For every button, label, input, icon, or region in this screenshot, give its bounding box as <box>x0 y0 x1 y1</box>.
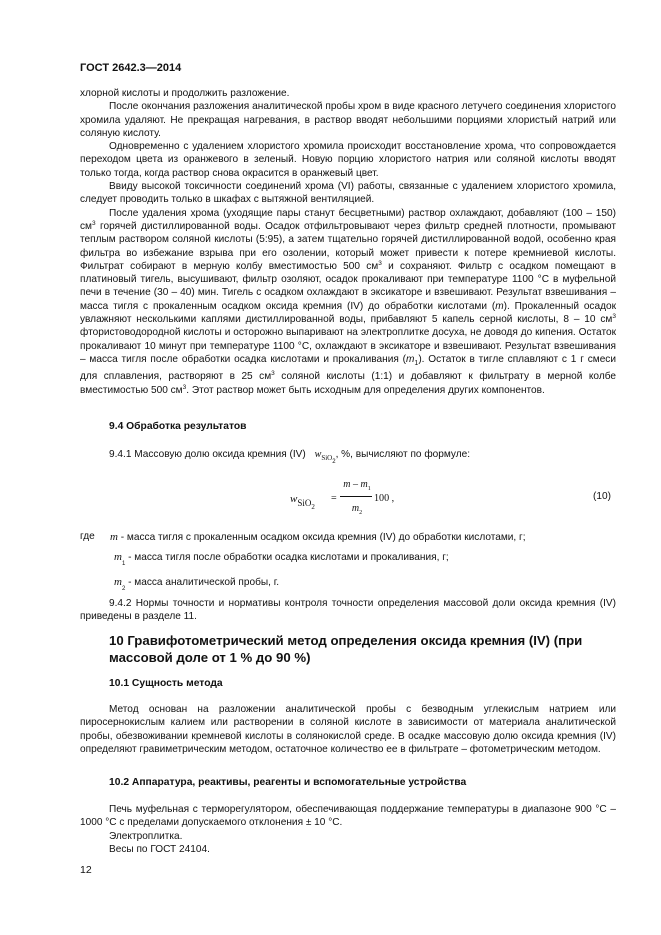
page-number: 12 <box>80 864 92 876</box>
intro-block <box>80 87 616 397</box>
intro-p4: После удаления хрома (уходящие пары станут бесцветными) раствор охлаждают, добавляют (100 – 150) $см^3$ горячей дистиллированной воды. Осадок отфильтровывают через фильтр средней плотности, промывают теплым раствором соляной кислоты (5:95), а затем тщательно горячей дистиллированной водой, особенно края фильтра во избежание взрыва при его озолении, который может привести к потере кремниевой кислоты. Фильтрат собирают в мерную колбу вместимостью 500 $см^3$ и сохраняют. Фильтр с осадком помещают в платиновый тигель, высушивают, фильтр озоляют, осадок прокаливают при температуре 1100 °С в муфельной печи в течение (30 – 40) мин. Тигель с осадком охлаждают в эксикаторе и взвешивают. Результат взвешивания – масса тигля с прокаленным осадком оксида кремния (IV) до обработки кислотами (m). Прокаленный осадок увлажняют несколькими каплями дистиллированной воды, прибавляют 5 капель серной кислоты, 8 – 10 $см^3$ фтористоводородной кислоты и осторожно выпаривают на электроплитке досуха, не доводя до кипения. Остаток прокаливают 10 минут при температуре 1100 °С, охлаждают в эксикаторе и взвешивают. Результат взвешивания – масса тигля после обработки осадка кислотами и прокаливания $(m_1)$. Остаток в тигле сплавляют с 1 г смеси для сплавления, растворяют в 25 $см^3$ соляной кислоты (1:1) и добавляют к фильтрату в мерной колбе вместимостью 500 $см^3$. Этот раствор может быть исходным для определения других компонентов. <box>80 207 617 396</box>
intro-p0: хлорной кислоты и продолжить разложение. <box>80 88 290 99</box>
formula-lhs: wSiO$_2$ <box>290 493 315 511</box>
formula-intro: 9.4.1 Массовую долю оксида кремния (IV) $w_{SiO2}$, %, вычисляют по формуле: <box>109 449 471 465</box>
equation-number: (10) <box>593 491 611 502</box>
para-9-4-2: 9.4.2 Нормы точности и нормативы контроля точности определения массовой доли оксида кремния (IV) приведены в разделе 11. <box>80 598 616 623</box>
where-label: где <box>80 531 95 542</box>
section-10-2-text: Печь муфельная с терморегулятором, обеспечивающая поддержание температуры в диапазоне 900 °С – 1000 °С с пределами допускаемого отклонения ± 10 °С. Электроплитка. Весы по ГОСТ 24104. <box>80 804 616 855</box>
intro-p1: После окончания разложения аналитической пробы хром в виде красного летучего соединения хлористого хромила удаляют. Не прекращая нагревания, в раствор вводят небольшими порциями хлористый натрий или соляную кислоту. <box>80 101 616 139</box>
section-9-4-title: 9.4 Обработка результатов <box>109 421 247 432</box>
definition-m2: $m_2$ - масса аналитической пробы, г. <box>114 576 280 592</box>
intro-p3: Ввиду высокой токсичности соединений хрома (VI) работы, связанные с удалением хлористого хромила, следует проводить только в шкафах с вытяжной вентиляцией. <box>80 181 616 206</box>
formula-numerator: m – $m_1$ <box>343 479 371 492</box>
formula-denominator: $m_2$ <box>351 503 363 516</box>
fraction-bar <box>340 496 372 497</box>
section-10-title: 10 Гравифотометрический метод определения оксида кремния (IV) (при массовой доле от 1 % до 90 %) <box>109 633 583 665</box>
section-10-2-title: 10.2 Аппаратура, реактивы, реагенты и вспомогательные устройства <box>109 777 467 788</box>
intro-p2: Одновременно с удалением хлористого хромила происходит восстановление хрома, что сопровождается переходом цвета из оранжевого в зеленый. Новую порцию хлористого натрия или соляной кислоты вводят только тогда, когда раствор снова окрасится в оранжевый цвет. <box>80 141 616 179</box>
section-10-1-title: 10.1 Сущность метода <box>109 678 223 689</box>
formula-multiplier: 100 , <box>374 493 395 504</box>
document-header: ГОСТ 2642.3—2014 <box>80 62 182 74</box>
section-10-1-text: Метод основан на разложении аналитической пробы с безводным углекислым натрием или пиросернокислым калием или растворении в соляной кислоте в зависимости от материала аналитической пробы, обезвоживании кремневой кислоты в солянокислой среде. В осадке массовую долю оксида кремния (IV) определяют гравиметрическим методом, остаточное количество ее в фильтрате – фотометрическим методом. <box>80 704 616 755</box>
definition-m1: $m_1$ - масса тигля после обработки осадка кислотами и прокаливания, г; <box>114 551 449 567</box>
definition-m: m - масса тигля с прокаленным осадком оксида кремния (IV) до обработки кислотами, г; <box>110 531 526 543</box>
formula-equals: = <box>331 493 337 504</box>
